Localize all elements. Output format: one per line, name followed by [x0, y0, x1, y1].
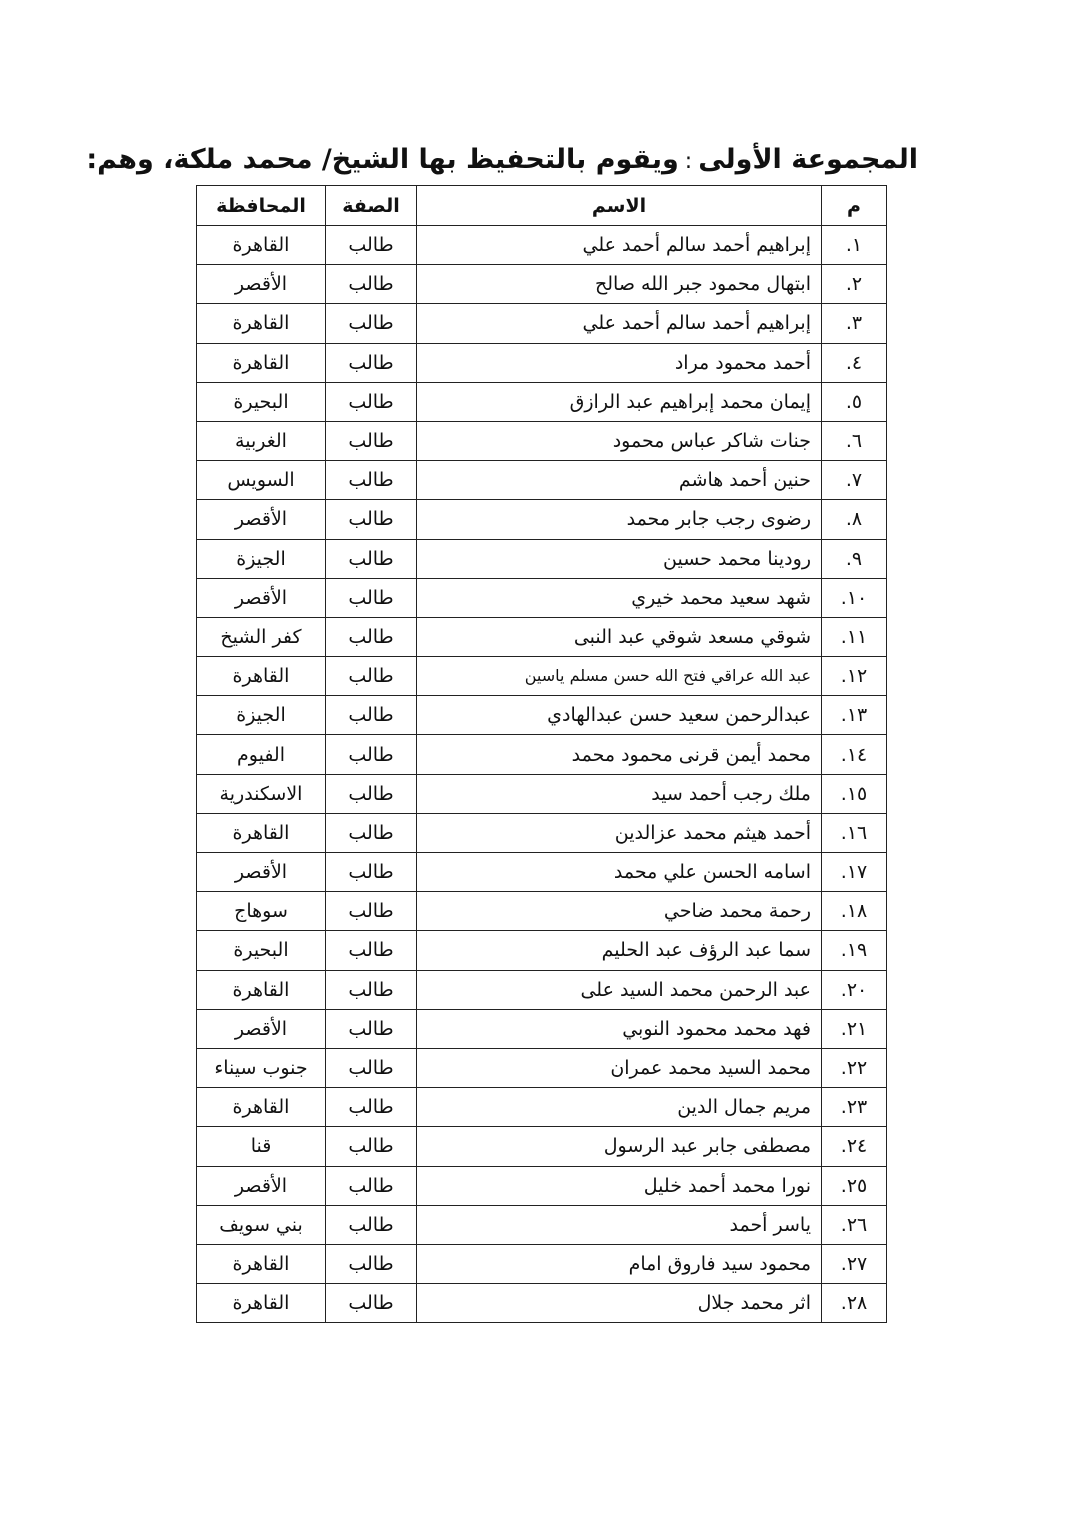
- row-governorate: سوهاج: [197, 892, 326, 931]
- row-governorate: الأقصر: [197, 853, 326, 892]
- row-num: ٢٢.: [822, 1048, 887, 1087]
- row-num: ١٦.: [822, 813, 887, 852]
- table-header-row: [197, 186, 887, 226]
- row-num: ٢٥.: [822, 1166, 887, 1205]
- row-name: عبد الرحمن محمد السيد على: [417, 970, 822, 1009]
- table-row: [197, 970, 887, 1009]
- row-name: ابتهال محمود جبر الله صالح: [417, 265, 822, 304]
- row-role: طالب: [326, 343, 417, 382]
- row-governorate: الفيوم: [197, 735, 326, 774]
- row-role: طالب: [326, 265, 417, 304]
- table-row: [197, 382, 887, 421]
- table-row: [197, 774, 887, 813]
- row-role: طالب: [326, 1048, 417, 1087]
- row-num: ١٢.: [822, 657, 887, 696]
- row-num: ٢٣.: [822, 1088, 887, 1127]
- title-rest: ويقوم بالتحفيظ بها الشيخ/ محمد ملكة، وهم:: [86, 144, 679, 175]
- row-role: طالب: [326, 735, 417, 774]
- header-num: م: [822, 186, 887, 226]
- row-role: طالب: [326, 1009, 417, 1048]
- row-name: أحمد هيثم محمد عزالدين: [417, 813, 822, 852]
- page-title: [86, 140, 918, 182]
- row-name: اسامه الحسن علي محمد: [417, 853, 822, 892]
- table-row: [197, 578, 887, 617]
- row-num: ١١.: [822, 617, 887, 656]
- row-governorate: جنوب سيناء: [197, 1048, 326, 1087]
- row-name: حنين أحمد هاشم: [417, 461, 822, 500]
- table-row: [197, 265, 887, 304]
- table-row: [197, 892, 887, 931]
- table-row: [197, 539, 887, 578]
- row-role: طالب: [326, 1088, 417, 1127]
- row-name: جنات شاكر عباس محمود: [417, 421, 822, 460]
- row-role: طالب: [326, 813, 417, 852]
- row-role: طالب: [326, 1284, 417, 1323]
- row-num: ١٣.: [822, 696, 887, 735]
- table-row: [197, 813, 887, 852]
- row-num: ١٠.: [822, 578, 887, 617]
- row-num: ٨.: [822, 500, 887, 539]
- table-row: [197, 1009, 887, 1048]
- row-name: ملك رجب أحمد سيد: [417, 774, 822, 813]
- row-num: ٧.: [822, 461, 887, 500]
- row-role: طالب: [326, 931, 417, 970]
- row-governorate: القاهرة: [197, 226, 326, 265]
- row-role: طالب: [326, 696, 417, 735]
- row-governorate: الغربية: [197, 421, 326, 460]
- table-row: [197, 735, 887, 774]
- header-role: الصفة: [326, 186, 417, 226]
- row-name: مصطفى جابر عبد الرسول: [417, 1127, 822, 1166]
- row-governorate: القاهرة: [197, 657, 326, 696]
- table-row: [197, 1088, 887, 1127]
- row-num: ١٨.: [822, 892, 887, 931]
- row-num: ٢٤.: [822, 1127, 887, 1166]
- row-role: طالب: [326, 657, 417, 696]
- row-name: اثر محمد جلال: [417, 1284, 822, 1323]
- table-row: [197, 1244, 887, 1283]
- table-row: [197, 1205, 887, 1244]
- row-governorate: قنا: [197, 1127, 326, 1166]
- title-group: المجموعة الأولى: [698, 144, 918, 175]
- row-name: إبراهيم أحمد سالم أحمد علي: [417, 304, 822, 343]
- row-name: ياسر أحمد: [417, 1205, 822, 1244]
- row-role: طالب: [326, 617, 417, 656]
- table-row: [197, 304, 887, 343]
- row-governorate: الاسكندرية: [197, 774, 326, 813]
- row-name: محمد أيمن قرنى محمود محمد: [417, 735, 822, 774]
- row-num: ٢٦.: [822, 1205, 887, 1244]
- table-row: [197, 461, 887, 500]
- row-governorate: الأقصر: [197, 1009, 326, 1048]
- row-governorate: القاهرة: [197, 1244, 326, 1283]
- row-num: ٢٨.: [822, 1284, 887, 1323]
- row-num: ٩.: [822, 539, 887, 578]
- table-row: [197, 226, 887, 265]
- row-role: طالب: [326, 853, 417, 892]
- table-row: [197, 1166, 887, 1205]
- row-num: ١.: [822, 226, 887, 265]
- row-governorate: البحيرة: [197, 382, 326, 421]
- row-governorate: الأقصر: [197, 500, 326, 539]
- row-name: رحمة محمد ضاحي: [417, 892, 822, 931]
- row-name: رودينا محمد حسين: [417, 539, 822, 578]
- row-role: طالب: [326, 500, 417, 539]
- row-num: ٢٠.: [822, 970, 887, 1009]
- row-num: ٢.: [822, 265, 887, 304]
- row-role: طالب: [326, 1166, 417, 1205]
- row-num: ١٩.: [822, 931, 887, 970]
- row-num: ١٤.: [822, 735, 887, 774]
- row-name: فهد محمد محمود النوبي: [417, 1009, 822, 1048]
- row-governorate: القاهرة: [197, 1088, 326, 1127]
- row-num: ١٥.: [822, 774, 887, 813]
- row-governorate: السويس: [197, 461, 326, 500]
- row-name: نورا محمد أحمد خليل: [417, 1166, 822, 1205]
- row-name: محمود سيد فاروق امام: [417, 1244, 822, 1283]
- table-row: [197, 696, 887, 735]
- row-role: طالب: [326, 382, 417, 421]
- row-name: رضوى رجب جابر محمد: [417, 500, 822, 539]
- row-name: شهد سعيد محمد خيري: [417, 578, 822, 617]
- row-role: طالب: [326, 1127, 417, 1166]
- row-role: طالب: [326, 461, 417, 500]
- row-name: إبراهيم أحمد سالم أحمد علي: [417, 226, 822, 265]
- row-governorate: كفر الشيخ: [197, 617, 326, 656]
- row-role: طالب: [326, 226, 417, 265]
- table-body: [197, 226, 887, 1323]
- row-name: محمد السيد محمد عمران: [417, 1048, 822, 1087]
- row-role: طالب: [326, 774, 417, 813]
- row-governorate: الأقصر: [197, 265, 326, 304]
- row-role: طالب: [326, 578, 417, 617]
- row-governorate: الجيزة: [197, 696, 326, 735]
- row-role: طالب: [326, 892, 417, 931]
- row-governorate: بني سويف: [197, 1205, 326, 1244]
- row-num: ٥.: [822, 382, 887, 421]
- row-name: أحمد محمود مراد: [417, 343, 822, 382]
- table-row: [197, 853, 887, 892]
- row-role: طالب: [326, 1205, 417, 1244]
- row-governorate: الأقصر: [197, 578, 326, 617]
- row-governorate: القاهرة: [197, 343, 326, 382]
- table-row: [197, 931, 887, 970]
- row-num: ٢١.: [822, 1009, 887, 1048]
- row-role: طالب: [326, 1244, 417, 1283]
- row-name: مريم جمال الدين: [417, 1088, 822, 1127]
- row-num: ٤.: [822, 343, 887, 382]
- table-row: [197, 343, 887, 382]
- row-num: ٢٧.: [822, 1244, 887, 1283]
- row-governorate: القاهرة: [197, 813, 326, 852]
- row-governorate: القاهرة: [197, 970, 326, 1009]
- table-row: [197, 657, 887, 696]
- row-num: ٦.: [822, 421, 887, 460]
- header-name: الاسم: [417, 186, 822, 226]
- row-role: طالب: [326, 421, 417, 460]
- row-name: سما عبد الرؤف عبد الحليم: [417, 931, 822, 970]
- title-separator: :: [684, 149, 693, 174]
- row-governorate: القاهرة: [197, 304, 326, 343]
- row-name: عبدالرحمن سعيد حسن عبدالهادي: [417, 696, 822, 735]
- row-governorate: البحيرة: [197, 931, 326, 970]
- row-governorate: القاهرة: [197, 1284, 326, 1323]
- students-table: [196, 185, 887, 1323]
- row-num: ٣.: [822, 304, 887, 343]
- table-row: [197, 500, 887, 539]
- row-role: طالب: [326, 539, 417, 578]
- row-role: طالب: [326, 304, 417, 343]
- row-name: شوقي مسعد شوقي عبد النبى: [417, 617, 822, 656]
- table-row: [197, 421, 887, 460]
- row-num: ١٧.: [822, 853, 887, 892]
- row-name: إيمان محمد إبراهيم عبد الرازق: [417, 382, 822, 421]
- row-governorate: الجيزة: [197, 539, 326, 578]
- table-row: [197, 1284, 887, 1323]
- table-row: [197, 617, 887, 656]
- row-name: عبد الله عراقي فتح الله حسن مسلم ياسين: [417, 657, 822, 696]
- header-governorate: المحافظة: [197, 186, 326, 226]
- row-role: طالب: [326, 970, 417, 1009]
- table-row: [197, 1127, 887, 1166]
- table-row: [197, 1048, 887, 1087]
- row-governorate: الأقصر: [197, 1166, 326, 1205]
